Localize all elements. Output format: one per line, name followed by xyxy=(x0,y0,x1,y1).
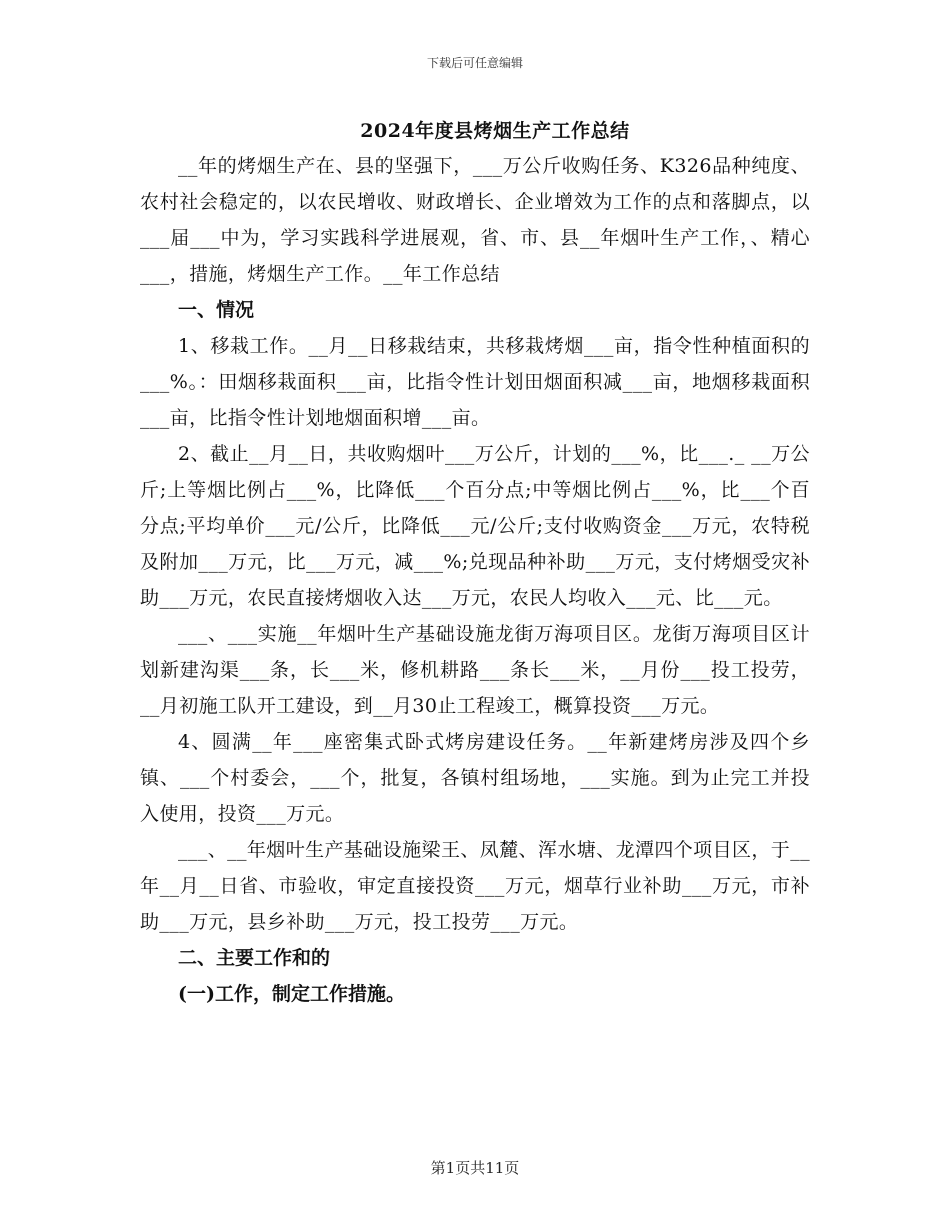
item-paragraph-1: 1、移栽工作。__月__日移栽结束，共移栽烤烟___亩，指令性种植面积的___%。：田烟移栽面积___亩，比指令性计划田烟面积减___亩，地烟移栽面积___亩，比指令性计划地烟面积增___亩。 xyxy=(140,335,810,429)
item-paragraph-5: ___、__年烟叶生产基础设施梁王、凤麓、浑水塘、龙潭四个项目区，于__年__月__日省、市验收，审定直接投资___万元，烟草行业补助___万元，市补助___万元，县乡补助___万元，投工投劳___万元。 xyxy=(140,839,810,933)
document-body xyxy=(140,148,810,1012)
intro-paragraph: __年的烤烟生产在、县的坚强下，___万公斤收购任务、K326品种纯度、农村社会稳定的，以农民增收、财政增长、企业增效为工作的点和落脚点，以___届___中为，学习实践科学进展观，省、市、县__年烟叶生产工作，、精心___，措施，烤烟生产工作。__年工作总结 xyxy=(140,155,810,285)
item-paragraph-2: 2、截止__月__日，共收购烟叶___万公斤，计划的___%，比___._ __万公斤;上等烟比例占___%，比降低___个百分点;中等烟比例占___%，比___个百分点;平均单价___元/公斤，比降低___元/公斤;支付收购资金___万元，农特税及附加___万元，比___万元，减___%;兑现品种补助___万元，支付烤烟受灾补助___万元，农民直接烤烟收入达___万元，农民人均收入___元、比___元。 xyxy=(140,443,810,609)
subsection-heading-1: (一)工作，制定工作措施。 xyxy=(178,983,405,1005)
item-paragraph-4: 4、圆满__年___座密集式卧式烤房建设任务。__年新建烤房涉及四个乡镇、___个村委会，___个，批复，各镇村组场地，___实施。到为止完工并投入使用，投资___万元。 xyxy=(140,731,810,825)
item-paragraph-3: ___、___实施__年烟叶生产基础设施龙街万海项目区。龙街万海项目区计划新建沟渠___条，长___米，修机耕路___条长___米，__月份___投工投劳，__月初施工队开工建设，到__月30止工程竣工，概算投资___万元。 xyxy=(140,623,810,717)
section-heading-1: 一、情况 xyxy=(178,299,255,321)
section-heading-2: 二、主要工作和的 xyxy=(178,947,331,969)
document-title: 2024年度县烤烟生产工作总结 xyxy=(360,120,630,142)
page-number-footer: 第1页共11页 xyxy=(430,1159,520,1177)
header-note: 下载后可任意编辑 xyxy=(426,56,523,70)
